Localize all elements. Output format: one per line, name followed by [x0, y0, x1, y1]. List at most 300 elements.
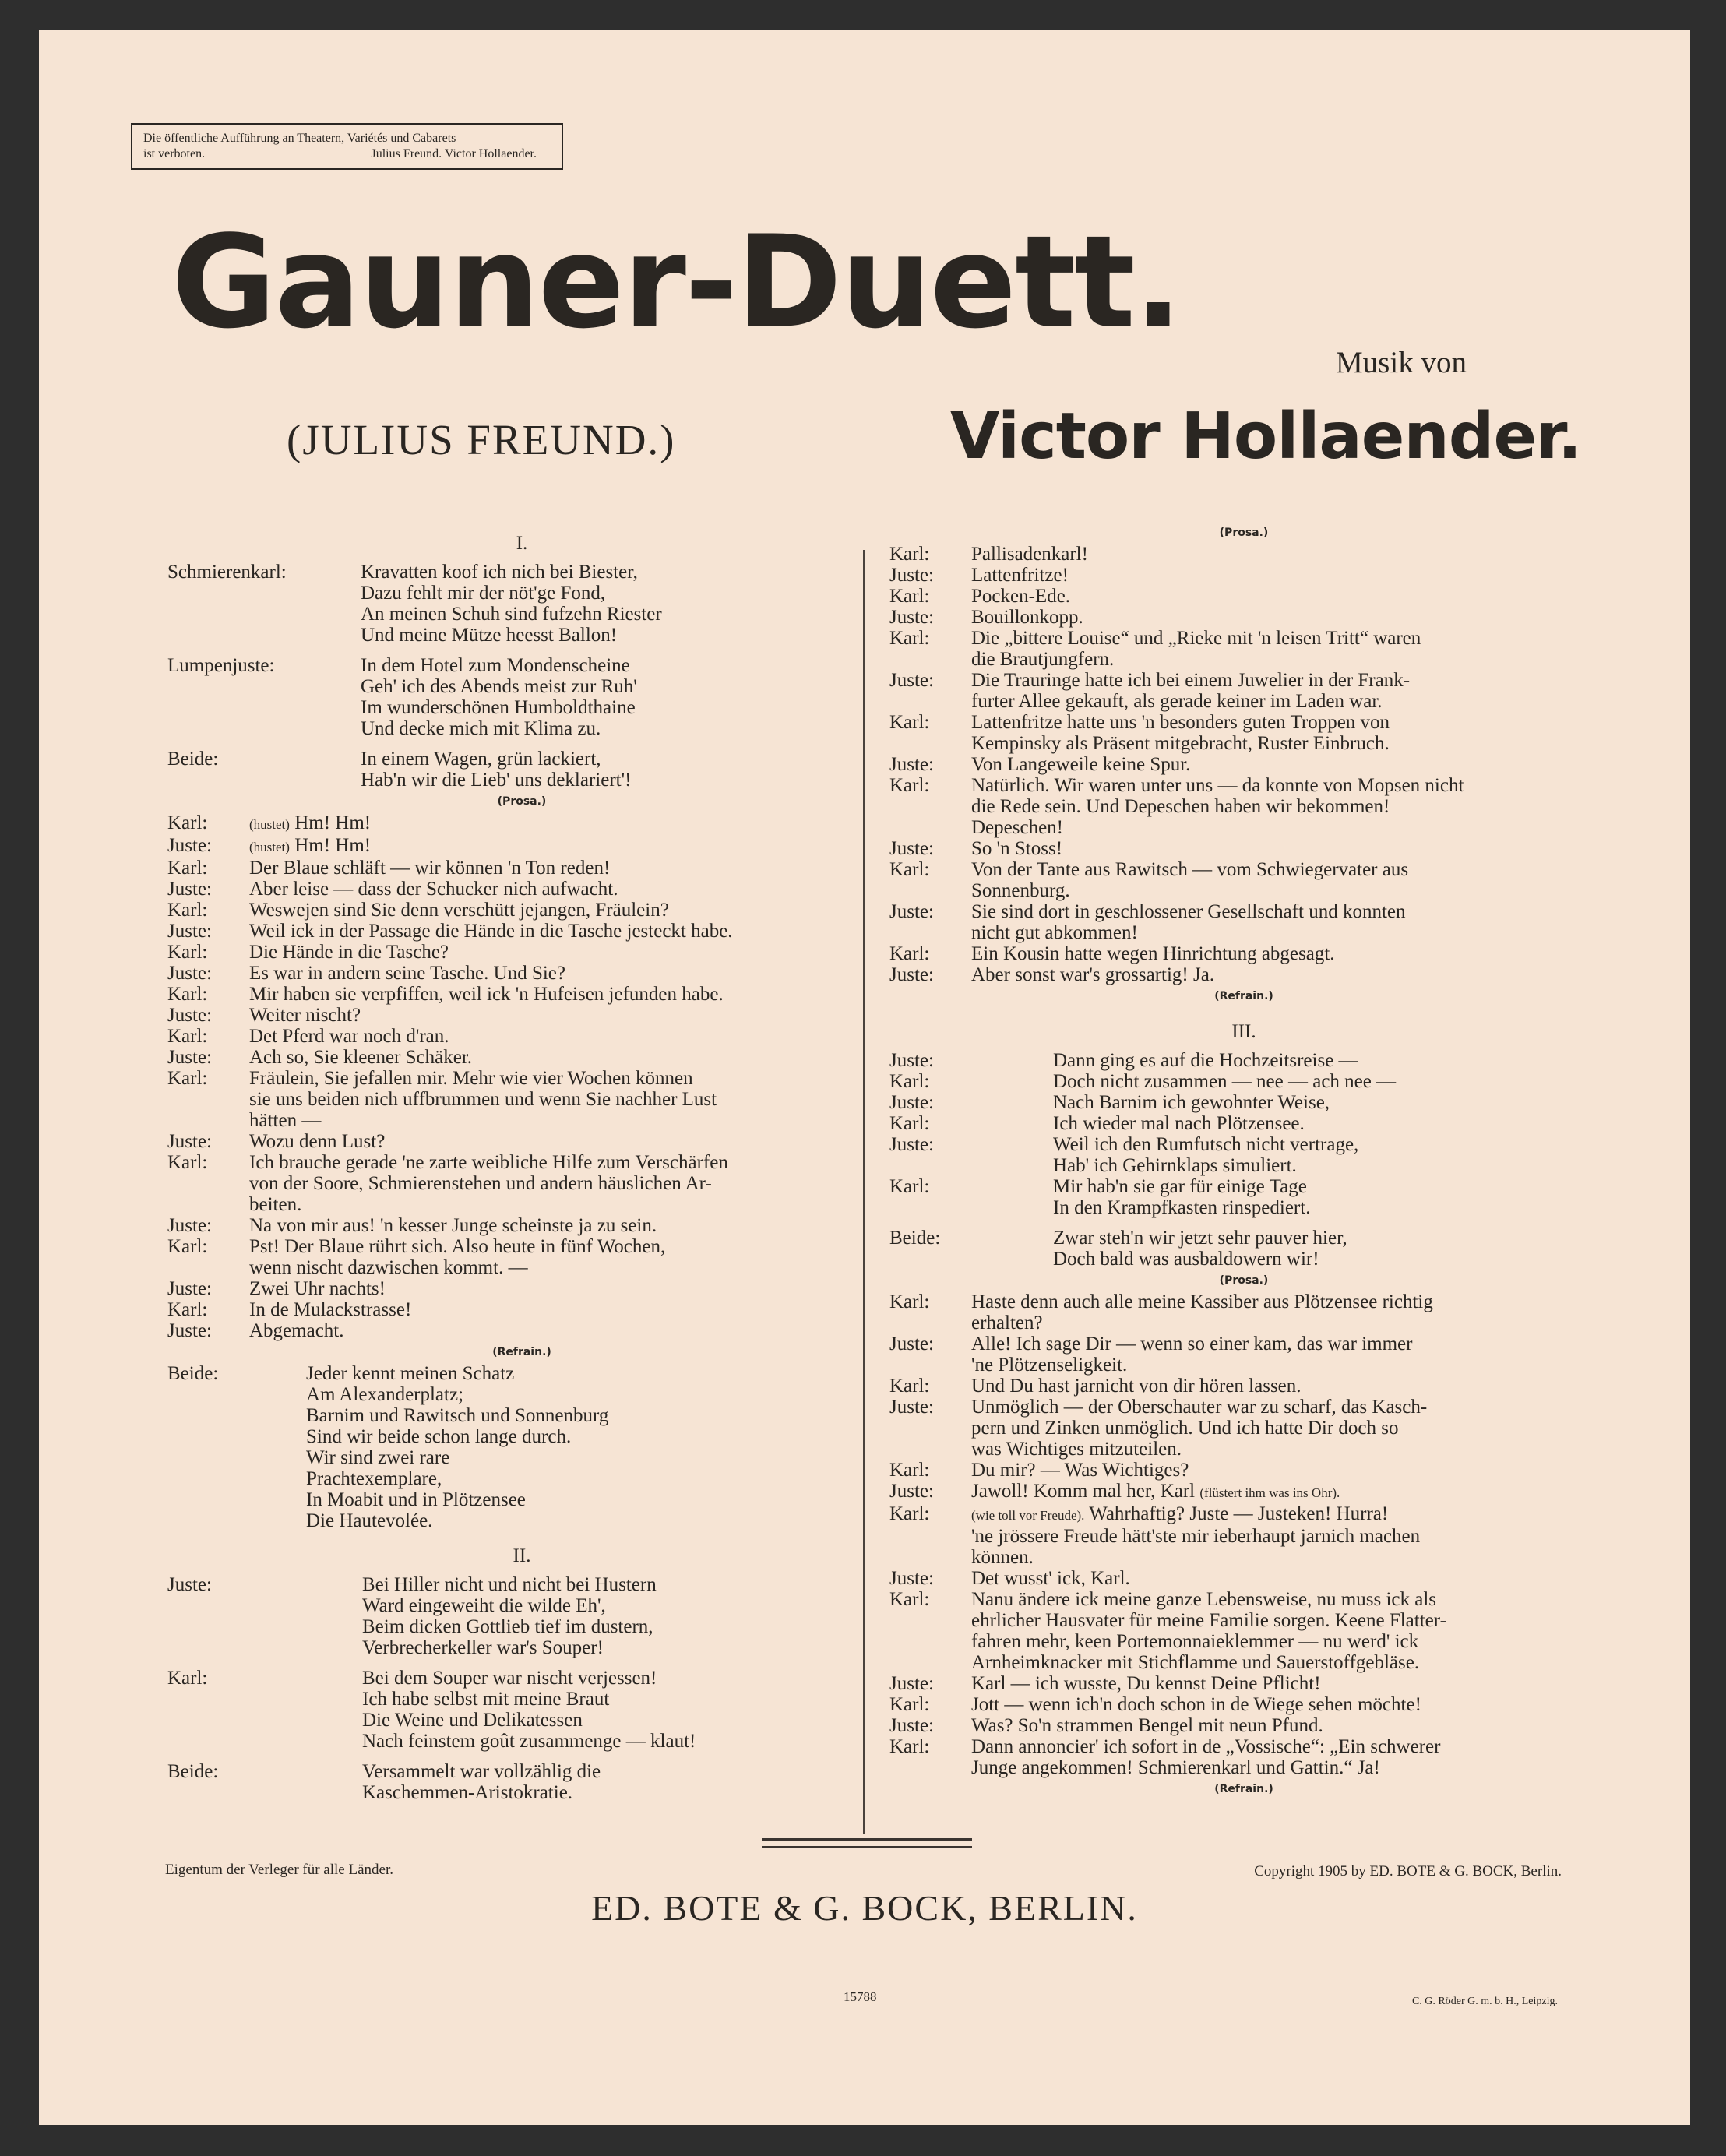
spoken-text: Hm! Hm! — [294, 812, 372, 833]
spoken-text: Depeschen! — [971, 817, 1063, 838]
lyric-line — [889, 775, 1598, 796]
line-text — [362, 1761, 876, 1782]
spoken-text: nicht gut abkommen! — [971, 922, 1138, 943]
speaker-label — [889, 1526, 971, 1547]
speaker-label: Juste: — [167, 963, 212, 984]
speaker-label: Karl: — [167, 1152, 208, 1173]
lyric-line — [167, 1489, 876, 1510]
line-text — [1053, 1249, 1598, 1270]
lyric-line — [167, 1447, 876, 1468]
lyric-line — [889, 838, 1598, 859]
lyric-line — [167, 921, 876, 942]
line-text — [971, 1460, 1598, 1481]
speaker-label — [167, 770, 361, 791]
music-by-label: Musik von — [1336, 346, 1467, 379]
lyric-line — [889, 1176, 1598, 1197]
spoken-text: Wir sind zwei rare — [306, 1447, 450, 1468]
line-text — [1053, 1071, 1598, 1092]
spoken-text: Aber sonst war's grossartig! Ja. — [971, 964, 1215, 985]
spoken-text: Von Langeweile keine Spur. — [971, 754, 1191, 775]
line-text — [361, 583, 876, 604]
spoken-text: Weiter nischt? — [249, 1005, 361, 1026]
lyric-line — [167, 1194, 876, 1215]
line-text — [362, 1782, 876, 1803]
speaker-label: Lumpenjuste: — [167, 655, 275, 676]
speaker-label: Karl: — [889, 1460, 930, 1481]
lyric-line — [889, 859, 1598, 880]
spoken-text: ehrlicher Hausvater für meine Familie sorgen. Keene Flatter- — [971, 1610, 1446, 1631]
lyric-line — [167, 1468, 876, 1489]
lyric-line — [889, 1610, 1598, 1631]
spoken-text: Doch bald was ausbaldowern wir! — [1053, 1249, 1319, 1270]
spoken-text: Bouillonkopp. — [971, 607, 1083, 628]
lyric-line — [889, 1333, 1598, 1355]
line-text — [971, 1333, 1598, 1355]
spacer — [167, 1752, 876, 1761]
line-text — [306, 1426, 876, 1447]
speaker-label — [889, 1312, 971, 1333]
spoken-text: Hm! Hm! — [294, 835, 372, 856]
line-text — [306, 1447, 876, 1468]
spoken-text: Pallisadenkarl! — [971, 544, 1088, 565]
section-tag: (Refrain.) — [1214, 1783, 1273, 1795]
spoken-text: So 'n Stoss! — [971, 838, 1063, 859]
line-text — [971, 1312, 1598, 1333]
lyric-line — [167, 1668, 876, 1689]
line-text — [249, 879, 876, 900]
lyric-line — [167, 1299, 876, 1320]
speaker-label — [167, 1595, 362, 1616]
speaker-label: Juste: — [889, 1092, 934, 1113]
speaker-label — [167, 1384, 306, 1405]
lyric-line — [889, 1568, 1598, 1589]
line-text — [971, 859, 1598, 880]
spoken-text: 'ne jrössere Freude hätt'ste mir ieberhaupt jarnich machen — [971, 1526, 1421, 1547]
lyric-line — [889, 607, 1598, 628]
lyric-line — [889, 1312, 1598, 1333]
lyric-line — [889, 586, 1598, 607]
line-text — [361, 655, 876, 676]
spoken-text: pern und Zinken unmöglich. Und ich hatte Dir doch so — [971, 1418, 1399, 1439]
spoken-text: Und decke mich mit Klima zu. — [361, 718, 601, 739]
line-text — [249, 963, 876, 984]
line-text — [306, 1363, 876, 1384]
lyric-line — [889, 670, 1598, 691]
spoken-text: Na von mir aus! 'n kesser Junge scheinste ja zu sein. — [249, 1215, 657, 1236]
spoken-text: Barnim und Rawitsch und Sonnenburg — [306, 1405, 609, 1426]
line-text — [249, 1320, 876, 1341]
lyric-line — [167, 676, 876, 697]
lyric-line — [167, 562, 876, 583]
lyric-line — [167, 1637, 876, 1658]
line-text — [249, 1278, 876, 1299]
spoken-text: Die Hautevolée. — [306, 1510, 433, 1531]
speaker-label — [167, 1194, 249, 1215]
speaker-label: Karl: — [167, 1668, 208, 1689]
spoken-text: Die Hände in die Tasche? — [249, 942, 449, 963]
line-text — [362, 1731, 876, 1752]
left-column-lyrics — [167, 528, 876, 1803]
spoken-text: Die „bittere Louise“ und „Rieke mit 'n leisen Tritt“ waren — [971, 628, 1421, 649]
spoken-text: sie uns beiden nich uffbrummen und wenn Sie nachher Lust — [249, 1089, 717, 1110]
speaker-label: Juste: — [889, 1333, 934, 1355]
lyric-line — [167, 625, 876, 646]
speaker-label: Karl: — [889, 859, 930, 880]
spacer — [167, 1531, 876, 1541]
line-text — [249, 1194, 876, 1215]
speaker-label: Karl: — [167, 858, 208, 879]
lyric-line — [889, 1547, 1598, 1568]
spoken-text: Weil ich den Rumfutsch nicht vertrage, — [1053, 1134, 1359, 1155]
spoken-text: hätten — — [249, 1110, 322, 1131]
lyric-line — [889, 1134, 1598, 1155]
spoken-text: Hab' ich Gehirnklaps simuliert. — [1053, 1155, 1297, 1176]
speaker-label: Juste: — [167, 1574, 212, 1595]
line-text — [249, 858, 876, 879]
speaker-label — [167, 718, 361, 739]
lyric-line — [889, 1071, 1598, 1092]
line-text — [971, 1397, 1598, 1418]
spoken-text: Versammelt war vollzählig die — [362, 1761, 601, 1782]
spoken-text: Ward eingeweiht die wilde Eh', — [362, 1595, 606, 1616]
speaker-label — [889, 796, 971, 817]
lyric-line — [889, 628, 1598, 649]
lyric-line — [167, 1761, 876, 1782]
line-text — [971, 607, 1598, 628]
speaker-label — [889, 1610, 971, 1631]
speaker-label: Juste: — [889, 607, 934, 628]
speaker-label — [889, 880, 971, 901]
lyric-line — [889, 1092, 1598, 1113]
line-text — [971, 1376, 1598, 1397]
lyric-line — [889, 712, 1598, 733]
spoken-text: Zwei Uhr nachts! — [249, 1278, 386, 1299]
speaker-label — [889, 1757, 971, 1778]
lyric-line — [889, 1439, 1598, 1460]
line-text — [249, 1173, 876, 1194]
line-text — [971, 649, 1598, 670]
line-text — [249, 1152, 876, 1173]
speaker-label: Karl: — [889, 1736, 930, 1757]
speaker-label: Karl: — [167, 812, 208, 833]
spoken-text: Zwar steh'n wir jetzt sehr pauver hier, — [1053, 1228, 1347, 1249]
spoken-text: Jawoll! Komm mal her, Karl — [971, 1481, 1196, 1502]
line-text — [971, 796, 1598, 817]
speaker-label — [889, 1197, 1053, 1218]
line-text — [362, 1574, 876, 1595]
speaker-label: Juste: — [889, 838, 934, 859]
line-text — [306, 1489, 876, 1510]
notice-line-1: Die öffentliche Aufführung an Theatern, Variétés und Cabarets — [143, 132, 456, 145]
line-text — [362, 1689, 876, 1710]
spacer — [889, 1007, 1598, 1016]
stage-direction: (hustet) — [249, 817, 290, 832]
spoken-text: Mir hab'n sie gar für einige Tage — [1053, 1176, 1307, 1197]
line-text — [971, 1568, 1598, 1589]
printer-credit: C. G. Röder G. m. b. H., Leipzig. — [1411, 1996, 1558, 2007]
spoken-text: Abgemacht. — [249, 1320, 344, 1341]
speaker-label: Beide: — [167, 749, 219, 770]
lyric-line — [889, 1631, 1598, 1652]
section-tag: (Prosa.) — [1219, 1274, 1269, 1287]
lyric-line — [167, 1236, 876, 1257]
speaker-label: Juste: — [889, 964, 934, 985]
speaker-label — [167, 1731, 362, 1752]
lyric-line — [167, 604, 876, 625]
spacer — [889, 1218, 1598, 1228]
speaker-label — [167, 1489, 306, 1510]
line-text — [971, 754, 1598, 775]
speaker-label — [167, 1616, 362, 1637]
line-text — [971, 1526, 1598, 1547]
lyricist: (JULIUS FREUND.) — [287, 416, 676, 463]
spoken-text: Dann annoncier' ich sofort in de „Vossische“: „Ein schwerer — [971, 1736, 1441, 1757]
spoken-text: Unmöglich — der Oberschauter war zu scharf, das Kasch- — [971, 1397, 1428, 1418]
speaker-label: Juste: — [167, 921, 212, 942]
lyric-line — [167, 718, 876, 739]
line-text — [971, 775, 1598, 796]
spoken-text: von der Soore, Schmierenstehen und andern häuslichen Ar- — [249, 1173, 712, 1194]
line-text — [249, 1236, 876, 1257]
notice-line-2: ist verboten. — [143, 147, 206, 160]
line-text — [361, 562, 876, 583]
line-text — [971, 922, 1598, 943]
line-text — [971, 628, 1598, 649]
speaker-label — [167, 1447, 306, 1468]
speaker-label: Juste: — [889, 565, 934, 586]
lyric-line — [889, 1757, 1598, 1778]
speaker-label: Karl: — [889, 1589, 930, 1610]
lyric-line — [889, 544, 1598, 565]
lyric-line — [889, 796, 1598, 817]
line-text — [971, 1736, 1598, 1757]
lyric-line — [167, 1320, 876, 1341]
spoken-text: In Moabit und in Plötzensee — [306, 1489, 526, 1510]
line-text — [971, 1757, 1598, 1778]
lyric-line — [167, 1782, 876, 1803]
line-text — [1053, 1155, 1598, 1176]
speaker-label: Juste: — [889, 754, 934, 775]
lyric-line — [167, 900, 876, 921]
speaker-label: Karl: — [889, 544, 930, 565]
section-tag: (Prosa.) — [497, 795, 547, 808]
spoken-text: Und Du hast jarnicht von dir hören lassen. — [971, 1376, 1302, 1397]
spoken-text: Dazu fehlt mir der nöt'ge Fond, — [361, 583, 606, 604]
spoken-text: Hab'n wir die Lieb' uns deklariert'! — [361, 770, 632, 791]
spoken-text: Pst! Der Blaue rührt sich. Also heute in fünf Wochen, — [249, 1236, 666, 1257]
speaker-label — [167, 625, 361, 646]
speaker-label — [889, 1155, 1053, 1176]
lyric-line — [889, 922, 1598, 943]
spoken-text: Mir haben sie verpfiffen, weil ick 'n Hufeisen jefunden habe. — [249, 984, 724, 1005]
spoken-text: furter Allee gekauft, als gerade keiner im Laden war. — [971, 691, 1383, 712]
speaker-label — [889, 817, 971, 838]
speaker-label: Juste: — [889, 1134, 934, 1155]
lyric-line — [889, 1694, 1598, 1715]
spoken-text: Weswejen sind Sie denn verschütt jejangen, Fräulein? — [249, 900, 669, 921]
line-text — [361, 604, 876, 625]
speaker-label — [889, 691, 971, 712]
line-text — [362, 1595, 876, 1616]
line-text — [971, 1355, 1598, 1376]
line-text — [971, 712, 1598, 733]
lyric-line — [889, 1197, 1598, 1218]
speaker-label — [889, 1418, 971, 1439]
line-text — [249, 1089, 876, 1110]
stanza-number: III. — [1231, 1021, 1256, 1042]
spoken-text: Jott — wenn ich'n doch schon in de Wiege sehen möchte! — [971, 1694, 1421, 1715]
lyric-line — [889, 1050, 1598, 1071]
line-text — [971, 943, 1598, 964]
speaker-label — [167, 676, 361, 697]
line-text — [361, 718, 876, 739]
speaker-label: Karl: — [167, 1068, 208, 1089]
spoken-text: Nach Barnim ich gewohnter Weise, — [1053, 1092, 1330, 1113]
lyric-line — [167, 1068, 876, 1089]
line-text — [1053, 1050, 1598, 1071]
spoken-text: Det Pferd war noch d'ran. — [249, 1026, 449, 1047]
lyric-line — [167, 963, 876, 984]
speaker-label — [889, 1631, 971, 1652]
line-text — [362, 1668, 876, 1689]
speaker-label — [889, 733, 971, 754]
spoken-text: Arnheimknacker mit Stichflamme und Sauerstoffgebläse. — [971, 1652, 1420, 1673]
line-text — [971, 1418, 1598, 1439]
lyric-line — [889, 691, 1598, 712]
spoken-text: Ich wieder mal nach Plötzensee. — [1053, 1113, 1305, 1134]
line-text — [971, 733, 1598, 754]
speaker-label — [167, 1782, 362, 1803]
speaker-label: Juste: — [167, 1047, 212, 1068]
lyric-line — [889, 733, 1598, 754]
lyric-line — [889, 964, 1598, 985]
spoken-text: Haste denn auch alle meine Kassiber aus Plötzensee richtig — [971, 1291, 1433, 1312]
spoken-text: können. — [971, 1547, 1034, 1568]
stage-direction: (flüstert ihm was ins Ohr). — [1199, 1485, 1340, 1500]
stage-direction: (hustet) — [249, 840, 290, 854]
lyric-line — [889, 1249, 1598, 1270]
speaker-label: Juste: — [889, 1715, 934, 1736]
speaker-label: Karl: — [889, 1694, 930, 1715]
spoken-text: Alle! Ich sage Dir — wenn so einer kam, das war immer — [971, 1333, 1413, 1355]
sheet-music-page — [39, 30, 1690, 2125]
spoken-text: In einem Wagen, grün lackiert, — [361, 749, 601, 770]
speaker-label: Juste: — [167, 1005, 212, 1026]
line-text — [249, 1026, 876, 1047]
spoken-text: In dem Hotel zum Mondenscheine — [361, 655, 630, 676]
lyric-line — [167, 770, 876, 791]
spoken-text: Geh' ich des Abends meist zur Ruh' — [361, 676, 637, 697]
line-text — [249, 1131, 876, 1152]
speaker-label: Karl: — [889, 1503, 930, 1524]
spoken-text: An meinen Schuh sind fufzehn Riester — [361, 604, 662, 625]
line-text — [971, 1439, 1598, 1460]
spoken-text: Wozu denn Lust? — [249, 1131, 386, 1152]
line-text — [249, 1110, 876, 1131]
spacer — [167, 646, 876, 655]
speaker-label: Karl: — [889, 943, 930, 964]
lyric-line — [167, 1574, 876, 1595]
spoken-text: die Rede sein. Und Depeschen haben wir bekommen! — [971, 796, 1390, 817]
speaker-label: Karl: — [167, 1026, 208, 1047]
lyric-line — [167, 1131, 876, 1152]
line-text — [249, 1068, 876, 1089]
lyric-line — [889, 1418, 1598, 1439]
line-text — [306, 1405, 876, 1426]
line-text — [971, 691, 1598, 712]
speaker-label — [889, 649, 971, 670]
speaker-label: Karl: — [167, 1236, 208, 1257]
lyric-line — [889, 817, 1598, 838]
line-text — [249, 1215, 876, 1236]
spoken-text: wenn nischt dazwischen kommt. — — [249, 1257, 528, 1278]
speaker-label: Karl: — [889, 586, 930, 607]
lyric-line — [889, 1376, 1598, 1397]
speaker-label — [167, 1173, 249, 1194]
spoken-text: Am Alexanderplatz; — [306, 1384, 464, 1405]
lyric-line — [167, 812, 876, 835]
speaker-label: Juste: — [167, 879, 212, 900]
speaker-label: Juste: — [889, 901, 934, 922]
spoken-text: Die Weine und Delikatessen — [362, 1710, 583, 1731]
speaker-label: Karl: — [167, 942, 208, 963]
speaker-label: Beide: — [889, 1228, 941, 1249]
lyric-line — [167, 835, 876, 858]
lyric-line — [167, 1173, 876, 1194]
speaker-label: Juste: — [167, 1320, 212, 1341]
lyric-line — [889, 1291, 1598, 1312]
lyric-line — [889, 1481, 1598, 1503]
section-tag: (Prosa.) — [1219, 527, 1269, 539]
line-text — [249, 1047, 876, 1068]
spoken-text: Ich brauche gerade 'ne zarte weibliche Hilfe zum Verschärfen — [249, 1152, 728, 1173]
line-text — [971, 1652, 1598, 1673]
speaker-label: Karl: — [889, 1376, 930, 1397]
lyric-line — [167, 1089, 876, 1110]
spoken-text: was Wichtiges mitzuteilen. — [971, 1439, 1182, 1460]
lyric-line — [167, 1616, 876, 1637]
line-text — [361, 770, 876, 791]
spoken-text: Im wunderschönen Humboldthaine — [361, 697, 636, 718]
spoken-text: Verbrecherkeller war's Souper! — [362, 1637, 604, 1658]
lyric-line — [889, 1397, 1598, 1418]
spoken-text: Aber leise — dass der Schucker nich aufwacht. — [249, 879, 618, 900]
speaker-label: Karl: — [889, 1113, 930, 1134]
speaker-label: Beide: — [167, 1363, 219, 1384]
line-text — [971, 1481, 1598, 1503]
lyric-line — [167, 1384, 876, 1405]
publisher-name: ED. BOTE & G. BOCK, BERLIN. — [591, 1888, 1138, 1928]
speaker-label: Karl: — [889, 775, 930, 796]
speaker-label: Juste: — [889, 1050, 934, 1071]
lyric-line — [889, 1673, 1598, 1694]
spoken-text: erhalten? — [971, 1312, 1043, 1333]
spoken-text: fahren mehr, keen Portemonnaieklemmer — nu werd' ick — [971, 1631, 1419, 1652]
spoken-text: Der Blaue schläft — wir können 'n Ton reden! — [249, 858, 611, 879]
lyric-line — [889, 1155, 1598, 1176]
speaker-label — [167, 1089, 249, 1110]
spoken-text: Det wusst' ick, Karl. — [971, 1568, 1130, 1589]
spoken-text: Und meine Mütze heesst Ballon! — [361, 625, 618, 646]
lyric-line — [889, 1526, 1598, 1547]
speaker-label: Beide: — [167, 1761, 219, 1782]
line-text — [361, 625, 876, 646]
speaker-label: Karl: — [889, 712, 930, 733]
song-title: Gauner-Duett. — [171, 208, 1182, 357]
speaker-label — [889, 1439, 971, 1460]
lyric-line — [889, 1503, 1598, 1526]
ownership-note: Eigentum der Verleger für alle Länder. — [165, 1862, 393, 1878]
